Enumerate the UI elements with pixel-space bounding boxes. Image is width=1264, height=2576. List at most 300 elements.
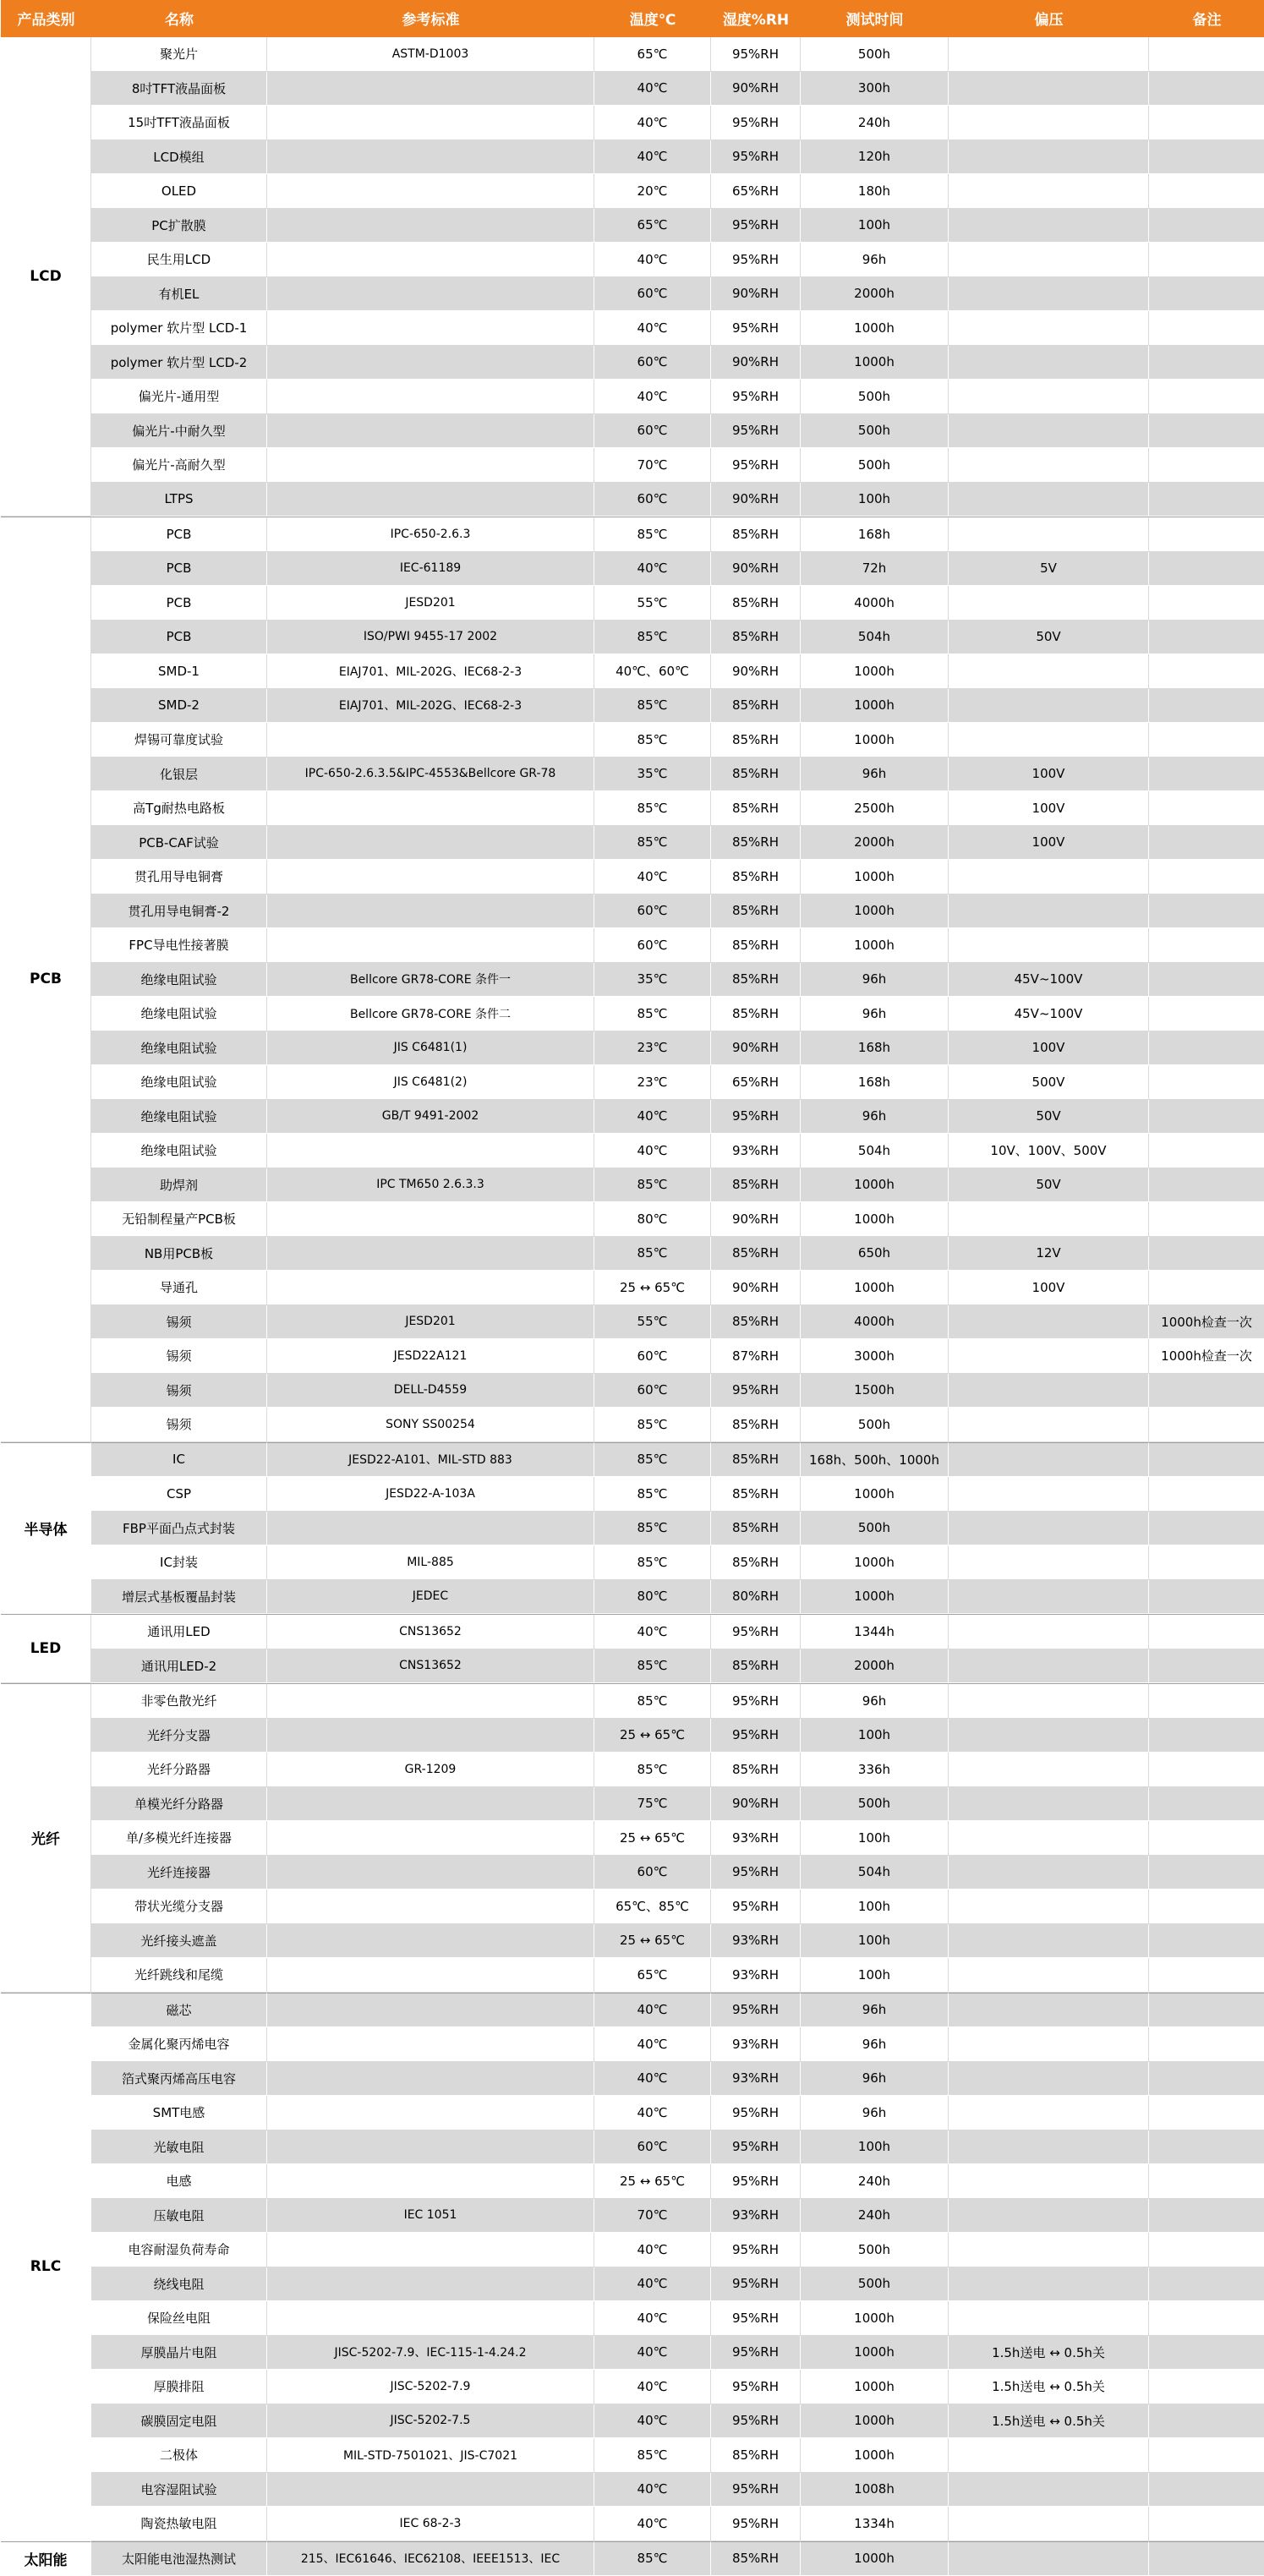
cell-humidity: 85%RH — [711, 791, 801, 826]
cell-standard — [267, 1237, 594, 1272]
cell-test-time: 1000h — [801, 928, 949, 963]
cell-standard: ISO/PWI 9455-17 2002 — [267, 621, 594, 655]
cell-remark — [1149, 1374, 1264, 1408]
cell-temperature: 40℃ — [594, 2336, 711, 2371]
cell-bias: 50V — [949, 621, 1149, 655]
cell-temperature: 85℃ — [594, 621, 711, 655]
cell-remark — [1149, 311, 1264, 346]
cell-bias — [949, 2027, 1149, 2062]
cell-name: 导通孔 — [91, 1271, 267, 1305]
cell-bias — [949, 1477, 1149, 1512]
cell-name: 单模光纤分路器 — [91, 1787, 267, 1822]
cell-humidity: 95%RH — [711, 2370, 801, 2404]
table-row — [1, 894, 1264, 929]
cell-test-time: 300h — [801, 72, 949, 107]
cell-humidity: 85%RH — [711, 1237, 801, 1272]
cell-temperature: 40℃ — [594, 1614, 711, 1649]
table-row — [1, 1683, 1264, 1719]
cell-bias — [949, 723, 1149, 757]
col-header-humidity: 湿度%RH — [711, 0, 801, 37]
cell-humidity: 95%RH — [711, 2336, 801, 2371]
cell-bias — [949, 689, 1149, 724]
cell-remark — [1149, 209, 1264, 243]
cell-temperature: 40℃ — [594, 2027, 711, 2062]
cell-standard — [267, 2164, 594, 2199]
cell-standard: CNS13652 — [267, 1649, 594, 1684]
cell-bias — [949, 2096, 1149, 2130]
cell-name: 有机EL — [91, 277, 267, 312]
cell-humidity: 95%RH — [711, 1683, 801, 1719]
cell-test-time: 1000h — [801, 1202, 949, 1237]
cell-humidity: 65%RH — [711, 1065, 801, 1100]
cell-standard: JESD22A121 — [267, 1339, 594, 1374]
cell-standard — [267, 1787, 594, 1822]
table-row — [1, 448, 1264, 483]
cell-humidity: 95%RH — [711, 2507, 801, 2541]
cell-temperature: 40℃ — [594, 860, 711, 894]
cell-test-time: 1000h — [801, 2301, 949, 2336]
cell-standard — [267, 380, 594, 414]
cell-humidity: 85%RH — [711, 689, 801, 724]
cell-test-time: 100h — [801, 2130, 949, 2165]
cell-standard — [267, 2267, 594, 2302]
cell-remark — [1149, 1719, 1264, 1753]
cell-standard — [267, 174, 594, 209]
cell-standard: IEC 1051 — [267, 2199, 594, 2234]
cell-name: 带状光缆分支器 — [91, 1890, 267, 1924]
cell-standard — [267, 2062, 594, 2097]
cell-name: 电容湿阻试验 — [91, 2473, 267, 2508]
cell-bias — [949, 277, 1149, 312]
cell-name: 锡须 — [91, 1305, 267, 1340]
cell-name: IC — [91, 1442, 267, 1478]
cell-name: PCB — [91, 621, 267, 655]
cell-humidity: 85%RH — [711, 1477, 801, 1512]
cell-test-time: 504h — [801, 1856, 949, 1890]
cell-humidity: 93%RH — [711, 2027, 801, 2062]
cell-name: 贯孔用导电铜膏-2 — [91, 894, 267, 929]
cell-test-time: 1000h — [801, 311, 949, 346]
cell-remark — [1149, 1924, 1264, 1959]
table-row — [1, 1202, 1264, 1237]
cell-temperature: 85℃ — [594, 791, 711, 826]
cell-humidity: 85%RH — [711, 1305, 801, 1340]
cell-bias — [949, 860, 1149, 894]
cell-name: 金属化聚丙烯电容 — [91, 2027, 267, 2062]
cell-name: 绕线电阻 — [91, 2267, 267, 2302]
cell-temperature: 40℃ — [594, 1100, 711, 1135]
cell-remark — [1149, 1168, 1264, 1203]
cell-temperature: 60℃ — [594, 1374, 711, 1408]
cell-test-time: 100h — [801, 1890, 949, 1924]
table-row — [1, 1374, 1264, 1408]
cell-humidity: 95%RH — [711, 1374, 801, 1408]
cell-standard: GB/T 9491-2002 — [267, 1100, 594, 1135]
cell-temperature: 40℃ — [594, 2473, 711, 2508]
cell-standard — [267, 346, 594, 380]
cell-bias — [949, 209, 1149, 243]
cell-bias: 5V — [949, 552, 1149, 587]
cell-name: 电容耐湿负荷寿命 — [91, 2233, 267, 2267]
cell-standard: JISC-5202-7.9、IEC-115-1-4.24.2 — [267, 2336, 594, 2371]
cell-temperature: 23℃ — [594, 1065, 711, 1100]
cell-remark — [1149, 1580, 1264, 1615]
cell-test-time: 96h — [801, 2062, 949, 2097]
cell-humidity: 95%RH — [711, 414, 801, 449]
cell-temperature: 85℃ — [594, 826, 711, 861]
cell-temperature: 85℃ — [594, 1477, 711, 1512]
cell-test-time: 500h — [801, 1787, 949, 1822]
cell-test-time: 96h — [801, 963, 949, 998]
cell-temperature: 85℃ — [594, 997, 711, 1031]
cell-humidity: 87%RH — [711, 1339, 801, 1374]
cell-remark — [1149, 1890, 1264, 1924]
table-row — [1, 2507, 1264, 2541]
cell-temperature: 35℃ — [594, 757, 711, 792]
cell-standard — [267, 2096, 594, 2130]
cell-test-time: 2000h — [801, 1649, 949, 1684]
cell-remark — [1149, 380, 1264, 414]
cell-humidity: 95%RH — [711, 37, 801, 72]
table-row — [1, 277, 1264, 312]
cell-test-time: 1000h — [801, 1580, 949, 1615]
section-category-label: RLC — [1, 1993, 91, 2541]
cell-test-time: 500h — [801, 1408, 949, 1442]
cell-temperature: 40℃ — [594, 243, 711, 277]
cell-name: IC封装 — [91, 1545, 267, 1580]
cell-test-time: 240h — [801, 106, 949, 140]
cell-humidity: 95%RH — [711, 2130, 801, 2165]
cell-name: LCD模组 — [91, 140, 267, 175]
table-row — [1, 1100, 1264, 1135]
table-row — [1, 483, 1264, 517]
cell-bias — [949, 106, 1149, 140]
cell-name: PCB — [91, 517, 267, 552]
cell-humidity: 95%RH — [711, 1100, 801, 1135]
cell-test-time: 240h — [801, 2164, 949, 2199]
cell-bias — [949, 1821, 1149, 1856]
cell-bias — [949, 1512, 1149, 1546]
table-row — [1, 2062, 1264, 2097]
cell-test-time: 650h — [801, 1237, 949, 1272]
cell-bias: 1.5h送电 ↔ 0.5h关 — [949, 2370, 1149, 2404]
cell-temperature: 23℃ — [594, 1031, 711, 1066]
cell-humidity: 95%RH — [711, 1993, 801, 2028]
section-category-label: 太阳能 — [1, 2541, 91, 2576]
cell-remark — [1149, 1993, 1264, 2028]
cell-temperature: 25 ↔ 65℃ — [594, 1924, 711, 1959]
cell-test-time: 1344h — [801, 1614, 949, 1649]
cell-test-time: 1000h — [801, 1271, 949, 1305]
cell-humidity: 95%RH — [711, 1719, 801, 1753]
cell-remark — [1149, 928, 1264, 963]
cell-remark — [1149, 140, 1264, 175]
cell-remark — [1149, 2404, 1264, 2439]
cell-humidity: 90%RH — [711, 1787, 801, 1822]
cell-name: 厚膜排阻 — [91, 2370, 267, 2404]
table-row — [1, 243, 1264, 277]
cell-remark — [1149, 2267, 1264, 2302]
cell-humidity: 85%RH — [711, 1649, 801, 1684]
cell-humidity: 85%RH — [711, 894, 801, 929]
cell-name: 非零色散光纤 — [91, 1683, 267, 1719]
table-row — [1, 106, 1264, 140]
cell-test-time: 500h — [801, 2267, 949, 2302]
table-row — [1, 997, 1264, 1031]
cell-humidity: 85%RH — [711, 517, 801, 552]
cell-humidity: 90%RH — [711, 483, 801, 517]
cell-bias — [949, 311, 1149, 346]
cell-temperature: 80℃ — [594, 1580, 711, 1615]
cell-remark — [1149, 2233, 1264, 2267]
cell-remark — [1149, 2336, 1264, 2371]
cell-temperature: 65℃ — [594, 1958, 711, 1993]
cell-bias — [949, 586, 1149, 621]
section-category-label: PCB — [1, 517, 91, 1442]
cell-test-time: 96h — [801, 2096, 949, 2130]
table-row — [1, 1958, 1264, 1993]
cell-standard — [267, 140, 594, 175]
cell-bias — [949, 2233, 1149, 2267]
cell-name: 通讯用LED-2 — [91, 1649, 267, 1684]
cell-standard — [267, 277, 594, 312]
table-row — [1, 2027, 1264, 2062]
cell-test-time: 1008h — [801, 2473, 949, 2508]
table-row — [1, 1890, 1264, 1924]
cell-remark — [1149, 757, 1264, 792]
cell-humidity: 95%RH — [711, 2164, 801, 2199]
cell-bias — [949, 2199, 1149, 2234]
cell-temperature: 60℃ — [594, 894, 711, 929]
cell-bias — [949, 1719, 1149, 1753]
cell-name: 锡须 — [91, 1374, 267, 1408]
cell-bias — [949, 1649, 1149, 1684]
cell-standard: Bellcore GR78-CORE 条件一 — [267, 963, 594, 998]
cell-temperature: 55℃ — [594, 586, 711, 621]
cell-standard — [267, 1821, 594, 1856]
table-row — [1, 2199, 1264, 2234]
cell-temperature: 40℃ — [594, 380, 711, 414]
cell-name: polymer 软片型 LCD-1 — [91, 311, 267, 346]
table-row — [1, 1719, 1264, 1753]
cell-remark — [1149, 2370, 1264, 2404]
cell-name: 无铅制程量产PCB板 — [91, 1202, 267, 1237]
cell-test-time: 4000h — [801, 586, 949, 621]
cell-remark — [1149, 689, 1264, 724]
cell-remark — [1149, 1512, 1264, 1546]
cell-humidity: 65%RH — [711, 174, 801, 209]
cell-bias — [949, 1753, 1149, 1787]
cell-remark — [1149, 791, 1264, 826]
cell-standard — [267, 106, 594, 140]
table-row — [1, 963, 1264, 998]
cell-test-time: 1000h — [801, 2336, 949, 2371]
cell-standard: JESD22-A101、MIL-STD 883 — [267, 1442, 594, 1478]
cell-humidity: 95%RH — [711, 2233, 801, 2267]
cell-temperature: 80℃ — [594, 1202, 711, 1237]
cell-standard — [267, 1271, 594, 1305]
cell-humidity: 90%RH — [711, 654, 801, 689]
cell-standard: DELL-D4559 — [267, 1374, 594, 1408]
cell-remark — [1149, 483, 1264, 517]
cell-name: 绝缘电阻试验 — [91, 1100, 267, 1135]
cell-bias: 50V — [949, 1168, 1149, 1203]
cell-remark — [1149, 2164, 1264, 2199]
table-row — [1, 1237, 1264, 1272]
table-row — [1, 2473, 1264, 2508]
cell-name: 光纤分路器 — [91, 1753, 267, 1787]
table-row — [1, 1031, 1264, 1066]
cell-name: 绝缘电阻试验 — [91, 1134, 267, 1168]
cell-remark — [1149, 1271, 1264, 1305]
table-row — [1, 1649, 1264, 1684]
cell-standard — [267, 928, 594, 963]
table-row — [1, 2336, 1264, 2371]
cell-test-time: 1000h — [801, 2404, 949, 2439]
cell-remark — [1149, 1683, 1264, 1719]
table-row — [1, 346, 1264, 380]
cell-test-time: 500h — [801, 414, 949, 449]
cell-remark — [1149, 243, 1264, 277]
cell-standard: JISC-5202-7.9 — [267, 2370, 594, 2404]
cell-test-time: 100h — [801, 1719, 949, 1753]
cell-temperature: 40℃ — [594, 2507, 711, 2541]
cell-remark — [1149, 72, 1264, 107]
cell-remark — [1149, 1442, 1264, 1478]
cell-temperature: 40℃ — [594, 552, 711, 587]
cell-remark — [1149, 997, 1264, 1031]
cell-test-time: 1000h — [801, 689, 949, 724]
table-row — [1, 1442, 1264, 1478]
cell-humidity: 95%RH — [711, 2404, 801, 2439]
cell-name: 压敏电阻 — [91, 2199, 267, 2234]
cell-temperature: 85℃ — [594, 1408, 711, 1442]
cell-test-time: 168h — [801, 517, 949, 552]
cell-name: CSP — [91, 1477, 267, 1512]
cell-name: 陶瓷热敏电阻 — [91, 2507, 267, 2541]
cell-humidity: 90%RH — [711, 72, 801, 107]
cell-humidity: 85%RH — [711, 963, 801, 998]
cell-temperature: 40℃ — [594, 311, 711, 346]
cell-name: 二极体 — [91, 2438, 267, 2473]
cell-remark — [1149, 1237, 1264, 1272]
col-header-test-time: 测试时间 — [801, 0, 949, 37]
cell-bias — [949, 140, 1149, 175]
cell-test-time: 100h — [801, 1924, 949, 1959]
cell-name: 碳膜固定电阻 — [91, 2404, 267, 2439]
cell-test-time: 96h — [801, 1993, 949, 2028]
cell-name: 绝缘电阻试验 — [91, 1031, 267, 1066]
cell-test-time: 100h — [801, 1958, 949, 1993]
table-row — [1, 1545, 1264, 1580]
cell-temperature: 40℃ — [594, 1993, 711, 2028]
cell-remark — [1149, 277, 1264, 312]
cell-test-time: 120h — [801, 140, 949, 175]
cell-test-time: 96h — [801, 757, 949, 792]
cell-bias — [949, 1202, 1149, 1237]
cell-bias: 45V~100V — [949, 997, 1149, 1031]
cell-humidity: 85%RH — [711, 586, 801, 621]
cell-name: 电感 — [91, 2164, 267, 2199]
cell-remark — [1149, 2301, 1264, 2336]
cell-bias: 12V — [949, 1237, 1149, 1272]
table-row — [1, 1134, 1264, 1168]
cell-remark — [1149, 654, 1264, 689]
cell-humidity: 95%RH — [711, 1890, 801, 1924]
cell-test-time: 96h — [801, 2027, 949, 2062]
cell-test-time: 2000h — [801, 277, 949, 312]
cell-humidity: 85%RH — [711, 860, 801, 894]
cell-humidity: 90%RH — [711, 1271, 801, 1305]
cell-bias: 100V — [949, 791, 1149, 826]
cell-bias — [949, 346, 1149, 380]
cell-remark — [1149, 1821, 1264, 1856]
cell-temperature: 85℃ — [594, 1683, 711, 1719]
cell-remark: 1000h检查一次 — [1149, 1305, 1264, 1340]
cell-name: PCB-CAF试验 — [91, 826, 267, 861]
cell-standard — [267, 72, 594, 107]
cell-name: FPC导电性接著膜 — [91, 928, 267, 963]
cell-bias: 1.5h送电 ↔ 0.5h关 — [949, 2336, 1149, 2371]
cell-bias — [949, 448, 1149, 483]
cell-temperature: 70℃ — [594, 2199, 711, 2234]
cell-bias: 500V — [949, 1065, 1149, 1100]
cell-remark — [1149, 1787, 1264, 1822]
cell-name: 太阳能电池湿热测试 — [91, 2541, 267, 2576]
cell-temperature: 40℃ — [594, 72, 711, 107]
cell-remark — [1149, 1202, 1264, 1237]
cell-remark — [1149, 1958, 1264, 1993]
cell-remark — [1149, 2130, 1264, 2165]
cell-test-time: 1000h — [801, 654, 949, 689]
cell-temperature: 25 ↔ 65℃ — [594, 1719, 711, 1753]
cell-name: 高Tg耐热电路板 — [91, 791, 267, 826]
cell-bias — [949, 1683, 1149, 1719]
cell-test-time: 1000h — [801, 1168, 949, 1203]
cell-name: 磁芯 — [91, 1993, 267, 2028]
cell-test-time: 2500h — [801, 791, 949, 826]
cell-humidity: 85%RH — [711, 1408, 801, 1442]
cell-name: 锡须 — [91, 1408, 267, 1442]
cell-name: 偏光片-通用型 — [91, 380, 267, 414]
cell-bias — [949, 2164, 1149, 2199]
cell-remark — [1149, 2199, 1264, 2234]
cell-remark — [1149, 1856, 1264, 1890]
cell-remark — [1149, 2438, 1264, 2473]
cell-test-time: 100h — [801, 209, 949, 243]
cell-humidity: 90%RH — [711, 552, 801, 587]
cell-standard: MIL-STD-7501021、JIS-C7021 — [267, 2438, 594, 2473]
cell-standard — [267, 209, 594, 243]
cell-bias — [949, 1545, 1149, 1580]
cell-test-time: 4000h — [801, 1305, 949, 1340]
cell-name: 助焊剂 — [91, 1168, 267, 1203]
cell-name: FBP平面凸点式封装 — [91, 1512, 267, 1546]
cell-bias — [949, 1614, 1149, 1649]
cell-temperature: 85℃ — [594, 1512, 711, 1546]
cell-standard — [267, 1512, 594, 1546]
cell-remark — [1149, 826, 1264, 861]
cell-bias: 100V — [949, 826, 1149, 861]
cell-name: 绝缘电阻试验 — [91, 997, 267, 1031]
cell-temperature: 85℃ — [594, 723, 711, 757]
cell-bias: 1.5h送电 ↔ 0.5h关 — [949, 2404, 1149, 2439]
cell-remark — [1149, 1031, 1264, 1066]
table-row — [1, 2301, 1264, 2336]
cell-remark — [1149, 1408, 1264, 1442]
cell-test-time: 168h — [801, 1031, 949, 1066]
section-category-label: LCD — [1, 37, 91, 517]
